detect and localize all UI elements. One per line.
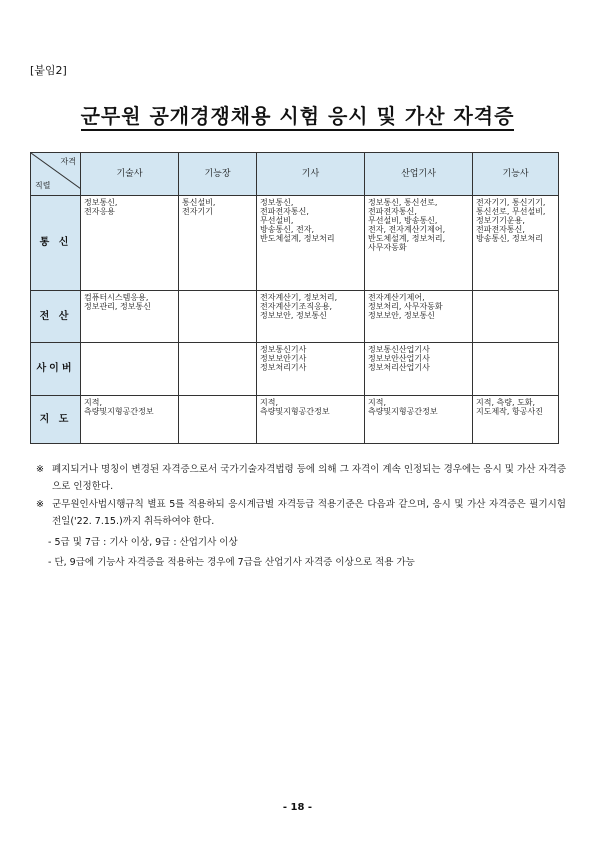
cell-line: 전파전자통신, <box>260 206 309 216</box>
table-cell <box>179 196 257 291</box>
cell-line: 정보기기운용, <box>476 215 525 225</box>
annex-label: [붙임2] <box>30 64 67 77</box>
cell-line: 전자계산기조직응용, <box>260 301 333 311</box>
note-text: 폐지되거나 명칭이 변경된 자격증으로서 국가기술자격법령 등에 의해 그 자격이 계속 인정되는 경우에는 응시 및 가산 자격증으로 인정한다. <box>52 464 566 492</box>
note-item <box>36 462 566 495</box>
page-title-text: 군무원 공개경쟁채용 시험 응시 및 가산 자격증 <box>81 104 515 131</box>
table-cell <box>473 396 559 444</box>
table-row <box>31 396 559 444</box>
cell-line: 지적, <box>260 398 278 407</box>
column-header: 기사 <box>257 153 365 196</box>
cell-line: 측량및지형공간정보 <box>368 406 438 416</box>
cell-line: 전자계산기, 정보처리, <box>260 293 338 302</box>
cell-line: 전파전자통신, <box>368 206 417 216</box>
cell-line: 지적, 측량, 도화, <box>476 398 536 407</box>
cell-line: 정보처리기사 <box>260 362 307 372</box>
table-row <box>31 291 559 343</box>
note-subitem: - 단, 9급에 기능사 자격증을 적용하는 경우에 7급을 산업기사 자격증 이상으로 적용 가능 <box>48 557 415 569</box>
notes-section <box>36 462 566 572</box>
cell-line: 전자계산기제어, <box>368 293 425 302</box>
cell-line: 정보보안, 정보통신 <box>260 310 327 320</box>
cell-line: 지도제작, 항공사진 <box>476 406 543 416</box>
table-cell <box>257 291 365 343</box>
column-header: 산업기사 <box>365 153 473 196</box>
column-header: 기능장 <box>179 153 257 196</box>
note-mark: ※ <box>36 464 44 475</box>
cell-line: 측량및지형공간정보 <box>260 406 330 416</box>
table-cell <box>365 343 473 396</box>
cell-line: 무선설비, 방송통신, <box>368 215 438 225</box>
cell-line: 정보처리산업기사 <box>368 362 430 372</box>
table-cell <box>81 343 179 396</box>
cell-line: 정보처리, 사무자동화 <box>368 301 443 311</box>
note-text: 군무원인사법시행규칙 별표 5를 적용하되 응시계급별 자격등급 적용기준은 다음과 같으며, 응시 및 가산 자격증은 필기시험 전일('22. 7.15.)까지 취득하여야 한다. <box>52 499 566 527</box>
cell-line: 지적, <box>84 398 102 407</box>
table-cell <box>257 196 365 291</box>
cell-line: 전파전자통신, <box>476 224 525 234</box>
cell-line: 통신설비, <box>182 198 216 207</box>
table-corner-cell <box>31 153 81 196</box>
cell-line: 정보통신, 통신선로, <box>368 198 438 207</box>
certificate-table <box>30 152 559 444</box>
note-item <box>36 497 566 530</box>
table-header-row <box>31 153 559 196</box>
table-cell <box>81 396 179 444</box>
cell-line: 통신선로, 무선설비, <box>476 206 546 216</box>
table-row <box>31 196 559 291</box>
row-header: 통 신 <box>31 196 81 291</box>
page-number: - 18 - <box>282 802 313 813</box>
cell-line: 방송통신, 정보처리 <box>476 233 543 243</box>
cell-line: 컴퓨터시스템응용, <box>84 293 149 302</box>
cell-line: 반도체설계, 정보처리, <box>368 233 446 243</box>
row-header: 지 도 <box>31 396 81 444</box>
page-title <box>0 100 595 129</box>
cell-line: 무선설비, <box>260 215 294 225</box>
note-mark: ※ <box>36 499 44 511</box>
row-header: 사이버 <box>31 343 81 396</box>
table-cell <box>81 196 179 291</box>
corner-label-series: 직렬 <box>35 181 51 191</box>
cell-line: 측량및지형공간정보 <box>84 406 154 416</box>
cell-line: 정보보안기사 <box>260 353 307 363</box>
table-cell <box>473 343 559 396</box>
cell-line: 지적, <box>368 398 386 407</box>
cell-line: 정보보안산업기사 <box>368 353 430 363</box>
table-cell <box>257 343 365 396</box>
cell-line: 전자, 전자계산기제어, <box>368 224 446 234</box>
column-header: 기술사 <box>81 153 179 196</box>
table-cell <box>179 291 257 343</box>
table-cell <box>473 196 559 291</box>
cell-line: 정보통신산업기사 <box>368 345 430 354</box>
table-cell <box>257 396 365 444</box>
cell-line: 전자기기 <box>182 206 213 216</box>
cell-line: 정보통신, <box>260 198 294 207</box>
table-cell <box>179 396 257 444</box>
cell-line: 전자응용 <box>84 206 115 216</box>
table-cell <box>473 291 559 343</box>
cell-line: 반도체설계, 정보처리 <box>260 233 335 243</box>
cell-line: 전자기기, 통신기기, <box>476 198 546 207</box>
cell-line: 정보보안, 정보통신 <box>368 310 435 320</box>
column-header: 기능사 <box>473 153 559 196</box>
corner-label-qualification: 자격 <box>60 157 76 166</box>
cell-line: 정보통신, <box>84 198 118 207</box>
table-row <box>31 343 559 396</box>
table-cell <box>365 196 473 291</box>
cell-line: 사무자동화 <box>368 242 407 252</box>
table-cell <box>179 343 257 396</box>
row-header: 전 산 <box>31 291 81 343</box>
table-cell <box>365 291 473 343</box>
table-cell <box>81 291 179 343</box>
cell-line: 정보통신기사 <box>260 345 307 354</box>
cell-line: 정보관리, 정보통신 <box>84 301 151 311</box>
cell-line: 방송통신, 전자, <box>260 224 314 234</box>
table-cell <box>365 396 473 444</box>
note-subitem: - 5급 및 7급 : 기사 이상, 9급 : 산업기사 이상 <box>48 536 238 548</box>
